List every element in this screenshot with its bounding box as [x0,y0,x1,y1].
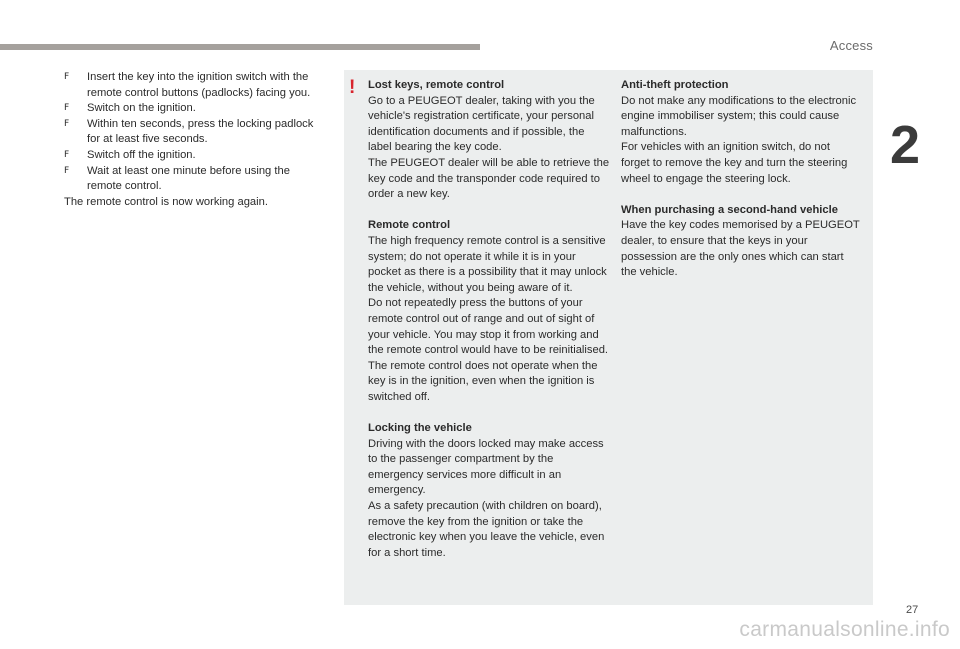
step-text: Switch on the ignition. [87,102,196,115]
instruction-step [64,101,326,117]
warning-column-left [368,78,611,577]
chapter-number: 2 [890,115,921,175]
header-bar [0,44,480,50]
step-text: Within ten seconds, press the locking padlock for at least five seconds. [87,117,314,146]
step-text: Switch off the ignition. [87,148,196,161]
block-paragraph: The remote control does not operate when the key is in the ignition, even when the ignition is switched off. [368,359,598,403]
warning-column-right [621,78,861,296]
warning-block-locking [368,421,611,561]
step-bullet-icon: F [64,118,70,129]
instruction-step [64,117,326,148]
block-heading: Remote control [368,219,451,232]
block-paragraph: The PEUGEOT dealer will be able to retrieve the key code and the transponder code required to order a new key. [368,156,610,201]
block-paragraph: For vehicles with an ignition switch, do not forget to remove the key and turn the steering wheel to engage the steering lock. [621,141,848,185]
step-text: Insert the key into the ignition switch with the remote control buttons (padlocks) facing you. [87,71,311,99]
instruction-step [64,70,326,101]
instructions-column [64,70,326,210]
block-heading: When purchasing a second-hand vehicle [621,203,838,216]
block-heading: Anti-theft protection [621,79,729,91]
page-number: 27 [906,604,919,616]
block-heading: Locking the vehicle [368,422,472,435]
step-text: Wait at least one minute before using the remote control. [87,164,290,193]
step-bullet-icon: F [64,72,70,82]
block-paragraph: Do not make any modifications to the electronic engine immobiliser system; this could cause malfunctions. [621,94,857,138]
step-bullet-icon: F [64,165,70,176]
warning-block-lost-keys [368,78,611,203]
block-paragraph: Have the key codes memorised by a PEUGEOT dealer, to ensure that the keys in your possession are the only ones which can start the vehicle. [621,219,860,279]
section-title: Access [829,38,873,53]
block-paragraph: Driving with the doors locked may make access to the passenger compartment by the emergency services more difficult in an emergency. [368,437,604,497]
block-paragraph: Go to a PEUGEOT dealer, taking with you the vehicle's registration certificate, your personal identification documents and if possible, the label bearing the key code. [368,94,595,154]
warning-icon: ! [349,77,356,98]
warning-block-remote-control [368,218,611,405]
closing-text: The remote control is now working again. [64,195,268,208]
warning-block-second-hand [621,203,861,281]
watermark: carmanualsonline.info [739,618,950,641]
step-bullet-icon: F [64,149,70,160]
instruction-step [64,164,326,195]
step-bullet-icon: F [64,103,70,114]
block-paragraph: The high frequency remote control is a sensitive system; do not operate it while it is in your pocket as there is a possibility that it may unlock the vehicle, without you being aware of it. [368,234,607,294]
block-paragraph: Do not repeatedly press the buttons of your remote control out of range and out of sight of your vehicle. You may stop it from working and the remote control would have to be reinitialised. [368,297,609,357]
block-paragraph: As a safety precaution (with children on board), remove the key from the ignition or take the electronic key when you leave the vehicle, even for a short time. [368,500,605,559]
instruction-step [64,148,326,164]
warning-block-anti-theft [621,78,861,187]
block-heading: Lost keys, remote control [368,79,505,91]
